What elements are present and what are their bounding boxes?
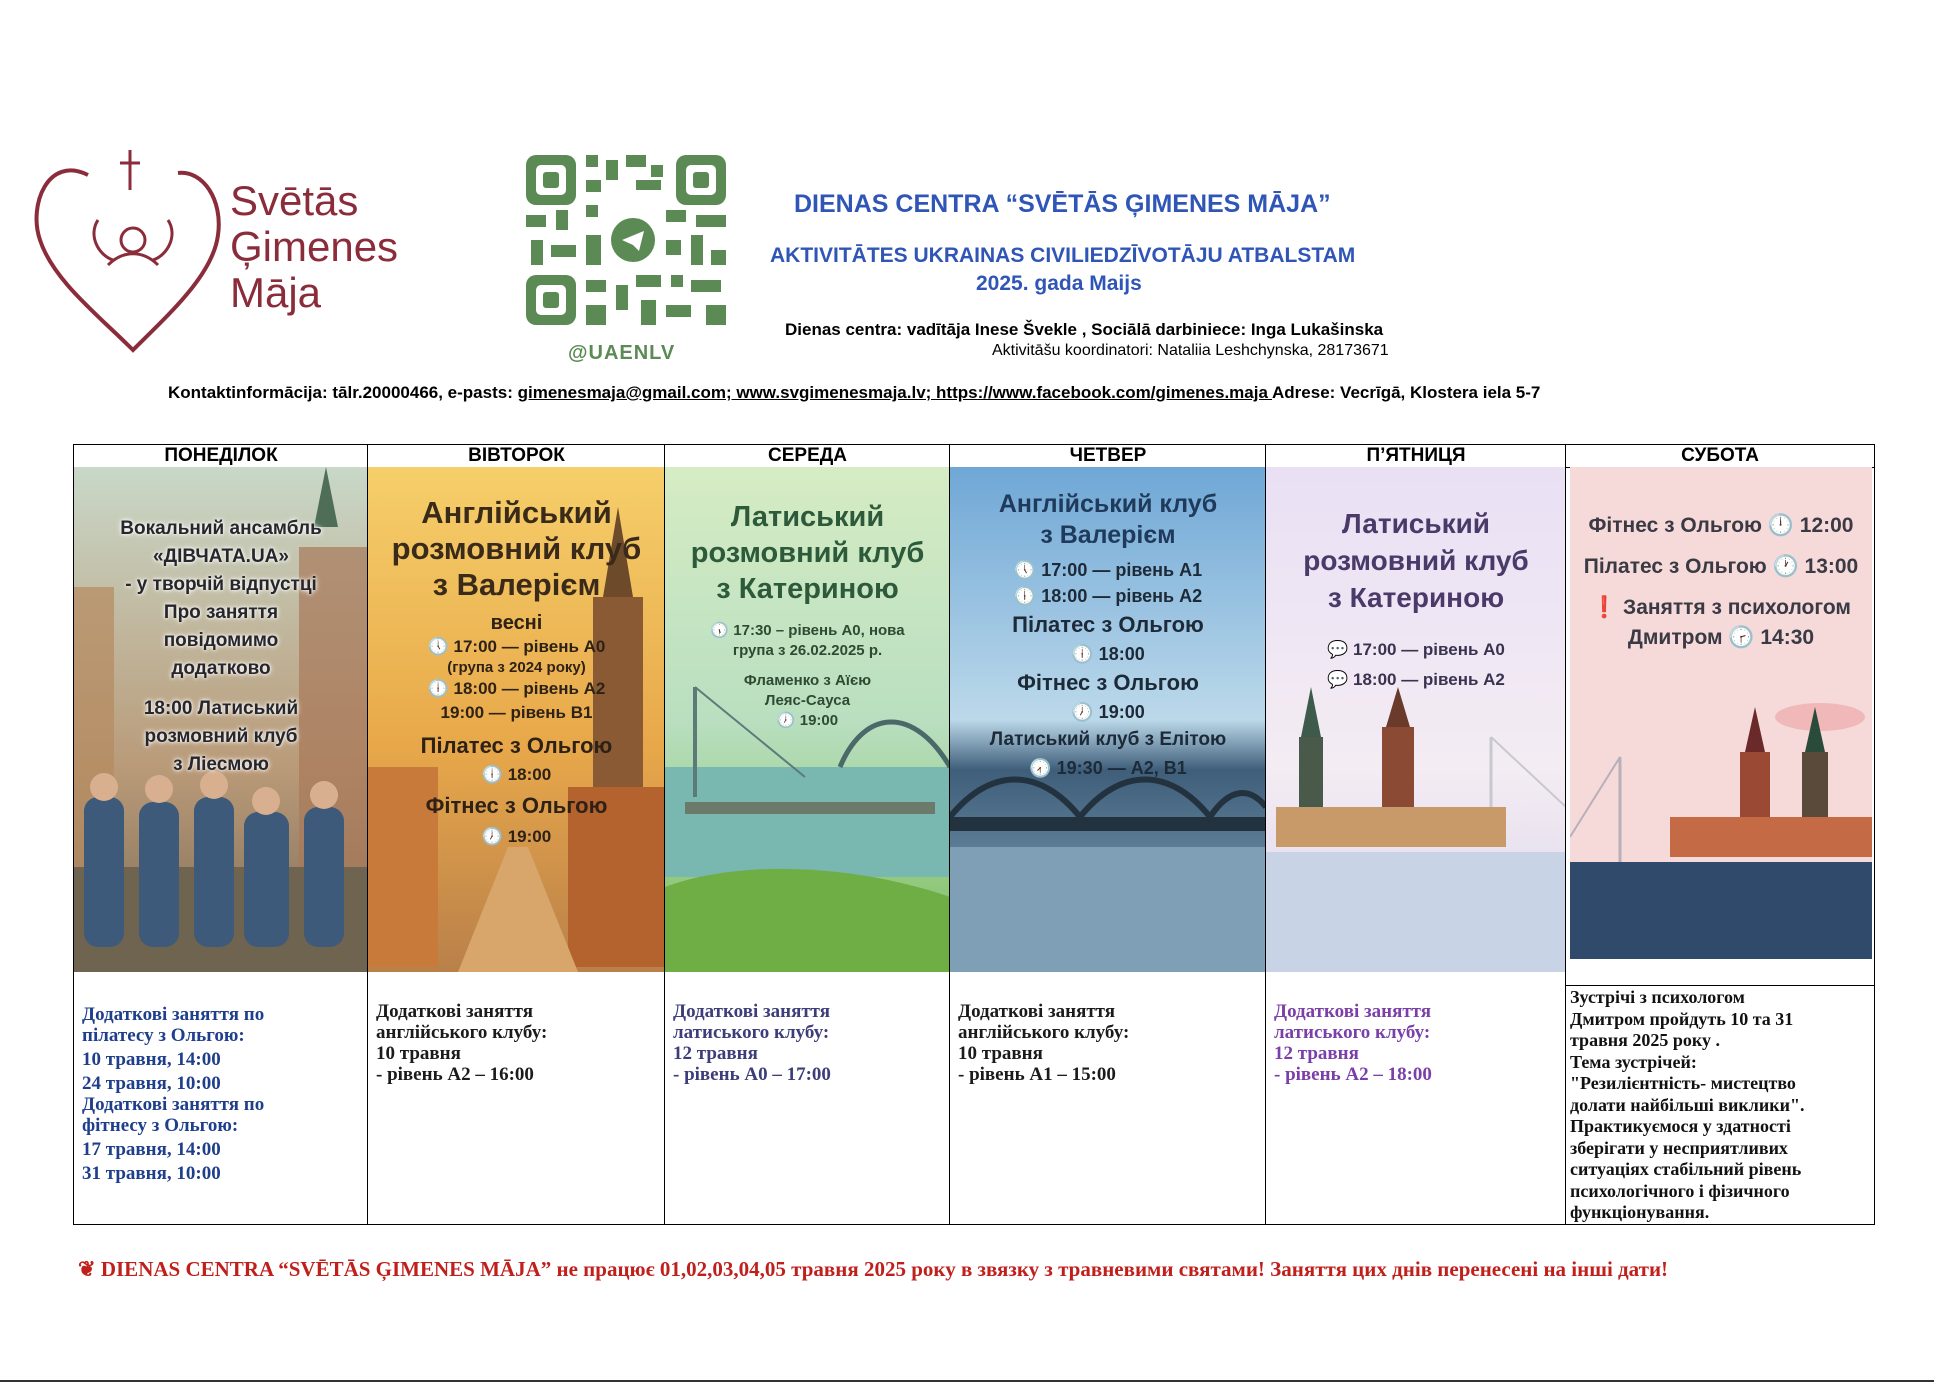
poster-thursday-line: Пілатес з Ольгою bbox=[1012, 612, 1204, 637]
note-line: ситуаціях стабільний рівень bbox=[1570, 1159, 1802, 1179]
poster-wednesday-title: з Катериною bbox=[716, 573, 899, 605]
qr-handle: @UAENLV bbox=[568, 342, 676, 364]
note-line: "Резилієнтність- мистецтво bbox=[1570, 1073, 1796, 1093]
note-line: фітнесу з Ольгою: bbox=[82, 1115, 239, 1136]
note-line: Практикуємося у здатності bbox=[1570, 1116, 1791, 1136]
note-line: Тема зустрічей: bbox=[1570, 1051, 1697, 1072]
poster-tuesday-line: 🕕 18:00 — рівень А2 bbox=[427, 679, 606, 698]
schedule-table bbox=[73, 444, 1875, 1225]
poster-thursday bbox=[950, 467, 1266, 972]
day-header-friday: П’ЯТНИЦЯ bbox=[1266, 444, 1566, 468]
closure-notice: ❦ DIENAS CENTRA “SVĒTĀS ĢIMENES MĀJA” не працює 01,02,03,04,05 травня 2025 року в звязку з травневими святами! Заняття цих днів перенесені на інші дати! bbox=[78, 1257, 1669, 1281]
poster-monday-line: Про заняття bbox=[163, 602, 279, 623]
logo-wordmark: Svētās Ģimenes Māja bbox=[230, 177, 399, 316]
day-header-thursday: ЧЕТВЕР bbox=[950, 444, 1266, 468]
poster-tuesday-line: весні bbox=[490, 612, 543, 634]
poster-monday-line: Вокальний ансамбль bbox=[120, 518, 322, 539]
note-line: 17 травня, 14:00 bbox=[82, 1139, 221, 1160]
notes-monday bbox=[82, 1004, 362, 1184]
note-line: - рівень А1 – 15:00 bbox=[958, 1064, 1116, 1085]
poster-tuesday-title: з Валерієм bbox=[432, 567, 601, 602]
poster-wednesday-line: Леяс-Сауса bbox=[764, 692, 851, 709]
poster-monday bbox=[74, 467, 368, 972]
poster-saturday-line: Дмитром 🕝 14:30 bbox=[1627, 626, 1815, 649]
note-line: травня 2025 року . bbox=[1570, 1030, 1721, 1050]
notes-friday bbox=[1274, 1001, 1560, 1085]
poster-tuesday-title: розмовний клуб bbox=[391, 531, 642, 566]
poster-friday-title: з Катериною bbox=[1327, 582, 1505, 613]
poster-wednesday-title: розмовний клуб bbox=[690, 537, 925, 569]
column-wednesday bbox=[664, 444, 950, 1224]
poster-wednesday-line: 🕠 17:30 – рівень А0, нова bbox=[710, 622, 905, 639]
note-line: пілатесу з Ольгою: bbox=[82, 1025, 245, 1046]
note-line: Додаткові заняття bbox=[958, 1001, 1116, 1022]
poster-tuesday-line: Пілатес з Ольгою bbox=[420, 733, 613, 758]
poster-saturday-line: ❗ Заняття з психологом bbox=[1591, 596, 1851, 619]
note-line: - рівень А2 – 16:00 bbox=[376, 1064, 534, 1085]
contact-prefix: Kontaktinformācija: tālr.20000466, e-pasts: bbox=[168, 383, 518, 402]
note-line: Додаткові заняття bbox=[376, 1001, 534, 1022]
poster-monday-line: «ДІВЧАТА.UA» bbox=[153, 546, 289, 567]
notes-tuesday bbox=[376, 1001, 659, 1085]
note-line: 12 травня bbox=[1274, 1043, 1359, 1064]
poster-monday-line: з Ліесмою bbox=[173, 754, 269, 775]
poster-friday-title: розмовний клуб bbox=[1303, 545, 1529, 576]
page-title: DIENAS CENTRA “SVĒTĀS ĢIMENES MĀJA” bbox=[794, 190, 1331, 218]
poster-monday-line: 18:00 Латиський bbox=[143, 698, 299, 719]
note-line: латиського клубу: bbox=[1274, 1022, 1431, 1043]
note-line: англійського клубу: bbox=[376, 1022, 548, 1043]
note-line: Дмитром пройдуть 10 та 31 bbox=[1570, 1008, 1794, 1029]
note-line: - рівень А2 – 18:00 bbox=[1274, 1064, 1432, 1085]
note-line: функціонування. bbox=[1570, 1202, 1710, 1222]
note-line: психологічного і фізичного bbox=[1570, 1180, 1790, 1201]
note-line: долати найбільші виклики". bbox=[1570, 1094, 1805, 1115]
note-line: 24 травня, 10:00 bbox=[82, 1073, 221, 1094]
column-monday bbox=[73, 444, 368, 1224]
poster-wednesday-line: 🕖 19:00 bbox=[776, 712, 839, 729]
column-tuesday bbox=[367, 444, 665, 1224]
poster-wednesday-title: Латиський bbox=[730, 501, 885, 533]
day-header-saturday: СУБОТА bbox=[1566, 444, 1874, 468]
note-line: 12 травня bbox=[673, 1043, 758, 1064]
column-friday bbox=[1265, 444, 1566, 1224]
note-line: англійського клубу: bbox=[958, 1022, 1130, 1043]
note-line: Зустрічі з психологом bbox=[1570, 987, 1745, 1007]
poster-thursday-line: 🕕 18:00 bbox=[1071, 644, 1145, 664]
column-saturday bbox=[1565, 444, 1875, 1224]
note-line: 10 травня bbox=[376, 1043, 461, 1064]
poster-tuesday-line: Фітнес з Ольгою bbox=[425, 793, 608, 818]
note-line: Додаткові заняття по bbox=[82, 1004, 265, 1025]
contact-links[interactable]: gimenesmaja@gmail.com; www.svgimenesmaja.lv; https://www.facebook.com/gimenes.maja bbox=[517, 383, 1273, 402]
poster-wednesday-line: група з 26.02.2025 р. bbox=[732, 642, 883, 659]
poster-saturday-line: Фітнес з Ольгою 🕛 12:00 bbox=[1588, 514, 1854, 537]
poster-tuesday-line: 🕖 19:00 bbox=[481, 827, 552, 846]
poster-tuesday-title: Англійський bbox=[421, 495, 612, 530]
poster-thursday-line: Латиський клуб з Елітою bbox=[989, 729, 1227, 750]
note-line: Додаткові заняття по bbox=[82, 1094, 265, 1115]
note-line: 10 травня bbox=[958, 1043, 1043, 1064]
page-subtitle: AKTIVITĀTES UKRAINAS CIVILIEDZĪVOTĀJU ATBALSTAM bbox=[770, 244, 1356, 267]
poster-friday-line: 💬 18:00 — рівень А2 bbox=[1327, 670, 1505, 689]
poster-friday-line: 💬 17:00 — рівень А0 bbox=[1327, 640, 1505, 659]
contact-line bbox=[168, 383, 1540, 403]
poster-tuesday-line: 🕕 18:00 bbox=[481, 765, 552, 784]
note-line: - рівень А0 – 17:00 bbox=[673, 1064, 831, 1085]
poster-friday-title: Латиський bbox=[1341, 508, 1491, 539]
notes-thursday bbox=[958, 1001, 1260, 1085]
column-thursday bbox=[949, 444, 1266, 1224]
notes-wednesday bbox=[673, 1001, 944, 1085]
telegram-qr-code bbox=[526, 155, 726, 325]
poster-thursday-line: 🕢 19:30 — А2, В1 bbox=[1029, 758, 1187, 778]
note-line: латиського клубу: bbox=[673, 1022, 830, 1043]
poster-thursday-line: 🕕 18:00 — рівень А2 bbox=[1013, 586, 1203, 606]
poster-thursday-line: 🕖 19:00 bbox=[1071, 702, 1145, 722]
note-line: 10 травня, 14:00 bbox=[82, 1049, 221, 1070]
note-line: зберігати у несприятливих bbox=[1570, 1137, 1788, 1158]
poster-tuesday-line: (група з 2024 року) bbox=[447, 659, 586, 676]
poster-thursday-title: Англійський клуб bbox=[998, 490, 1218, 518]
poster-thursday-line: 🕔 17:00 — рівень А1 bbox=[1013, 560, 1203, 580]
poster-saturday bbox=[1570, 467, 1872, 959]
coordinator-line: Aktivitāšu koordinatori: Nataliia Leshchynska, 28173671 bbox=[992, 342, 1389, 359]
note-line: Додаткові заняття bbox=[1274, 1001, 1432, 1022]
poster-wednesday-line: Фламенко з Аїєю bbox=[743, 672, 872, 689]
staff-line: Dienas centra: vadītāja Inese Švekle , Sociālā darbiniece: Inga Lukašinska bbox=[785, 320, 1384, 339]
poster-tuesday-line: 🕔 17:00 — рівень А0 bbox=[427, 637, 606, 656]
poster-monday-line: додатково bbox=[171, 658, 271, 679]
poster-saturday-line: Пілатес з Ольгою 🕐 13:00 bbox=[1583, 555, 1859, 578]
day-header-wednesday: СЕРЕДА bbox=[665, 444, 950, 468]
poster-tuesday-line: 19:00 — рівень В1 bbox=[440, 703, 593, 722]
poster-friday bbox=[1266, 467, 1566, 972]
saturday-divider bbox=[1566, 985, 1874, 986]
poster-monday-line: - у творчій відпустці bbox=[125, 574, 317, 595]
poster-wednesday bbox=[665, 467, 950, 972]
poster-tuesday bbox=[368, 467, 665, 972]
note-line: 31 травня, 10:00 bbox=[82, 1163, 221, 1184]
day-header-monday: ПОНЕДІЛОК bbox=[74, 444, 368, 468]
notes-saturday bbox=[1570, 987, 1868, 1224]
period-label: 2025. gada Maijs bbox=[976, 272, 1142, 295]
poster-monday-line: повідомимо bbox=[163, 630, 279, 651]
day-header-tuesday: ВІВТОРОК bbox=[368, 444, 665, 468]
poster-thursday-title: з Валерієм bbox=[1040, 521, 1176, 549]
note-line: Додаткові заняття bbox=[673, 1001, 831, 1022]
contact-address: Adrese: Vecrīgā, Klostera iela 5-7 bbox=[1272, 383, 1541, 402]
poster-monday-line: розмовний клуб bbox=[144, 726, 298, 747]
poster-thursday-line: Фітнес з Ольгою bbox=[1017, 670, 1199, 695]
bottom-rule bbox=[0, 1380, 1934, 1382]
